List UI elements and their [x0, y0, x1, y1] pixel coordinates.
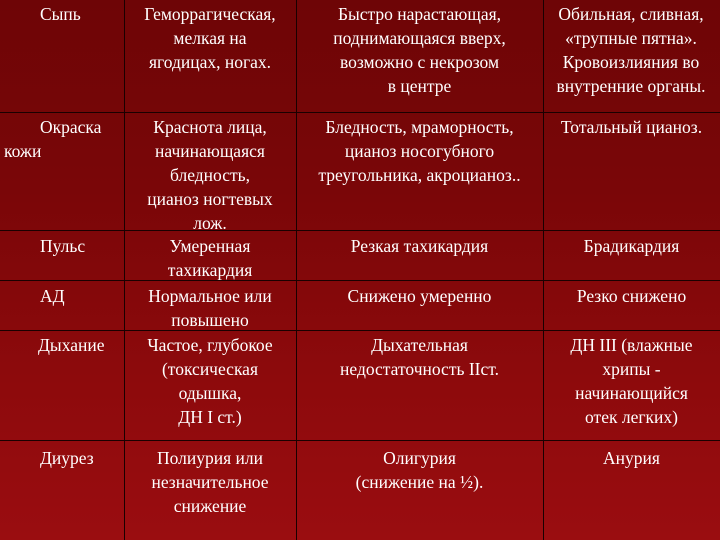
- table-cell: Анурия: [603, 448, 660, 468]
- table-cell: ДН III (влажные хрипы - начинающийся отек легких): [570, 335, 693, 427]
- row-label-blood-pressure: АД: [40, 286, 65, 306]
- table-cell: Быстро нарастающая, поднимающаяся вверх, возможно с некрозом в центре: [333, 4, 506, 96]
- table-cell: Нормальное или повышено: [148, 286, 272, 330]
- table-divider: [0, 112, 720, 113]
- table-cell: Бледность, мраморность, цианоз носогубного треугольника, акроцианоз..: [318, 117, 521, 185]
- table-cell: Тотальный цианоз.: [560, 117, 703, 137]
- table-cell: Краснота лица, начинающаяся бледность, цианоз ногтевых лож.: [147, 117, 273, 233]
- table-cell: Полиурия или незначительное снижение: [151, 448, 269, 516]
- table-cell: Снижено умеренно: [347, 286, 492, 306]
- table-cell: Обильная, сливная, «трупные пятна». Кровоизлияния во внутренние органы.: [556, 4, 706, 96]
- table-divider: [0, 330, 720, 331]
- row-label-pulse: Пульс: [40, 236, 86, 256]
- table-cell: Частое, глубокое (токсическая одышка, ДН I ст.): [147, 335, 273, 427]
- table-cell: Брадикардия: [583, 236, 680, 256]
- row-label-diuresis: Диурез: [40, 448, 94, 468]
- table-divider: [0, 230, 720, 231]
- table-cell: Резко снижено: [576, 286, 687, 306]
- table-cell: Дыхательная недостаточность IIст.: [340, 335, 499, 379]
- table-cell: Резкая тахикардия: [350, 236, 489, 256]
- row-label-breathing: Дыхание: [38, 335, 105, 355]
- table-cell: Умеренная тахикардия: [167, 236, 253, 280]
- row-label-rash: Сыпь: [40, 4, 81, 24]
- table-cell: Геморрагическая, мелкая на ягодицах, ногах.: [144, 4, 276, 72]
- table-cell: Олигурия (снижение на ½).: [355, 448, 484, 492]
- table-divider: [0, 280, 720, 281]
- row-label-skin-color: Окраска кожи: [4, 117, 102, 161]
- table-divider: [0, 440, 720, 441]
